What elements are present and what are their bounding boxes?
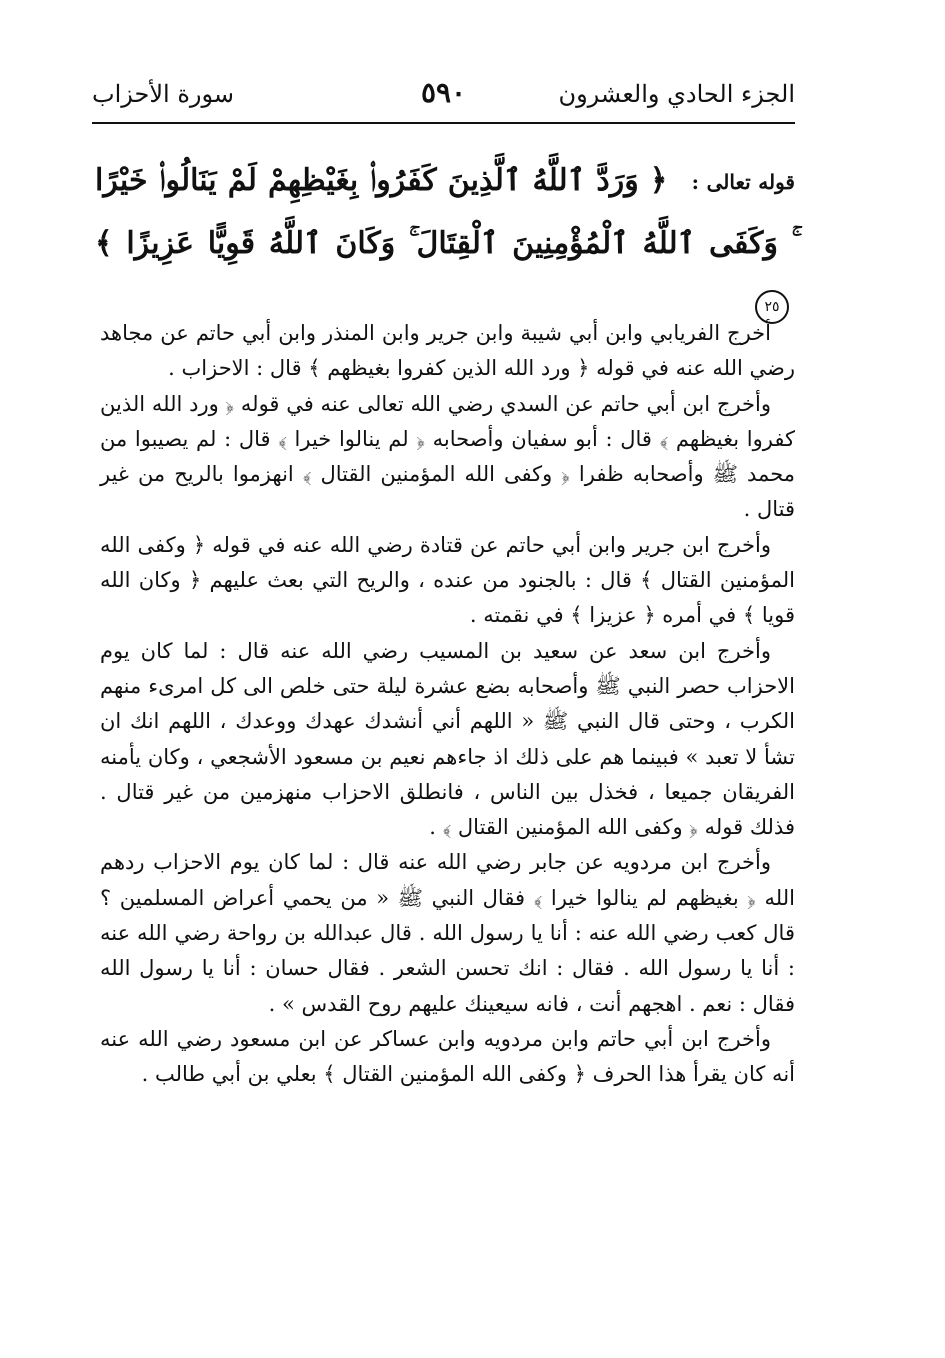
verse-number: ٢٥ [755,290,789,324]
part-title: الجزء الحادي والعشرون [558,80,795,108]
paragraph: وأخرج ابن جرير وابن أبي حاتم عن قتادة رضي الله عنه في قوله ﴿ وكفى الله المؤمنين القتال ﴾ قال : بالجنود من عنده ، والريح التي بعث عليهم ﴿ وكان الله قويا ﴾ في أمره ﴿ عزيزا ﴾ في نقمته . [100,532,795,628]
verse-text: ﴿ وَرَدَّ ٱللَّهُ ٱلَّذِينَ كَفَرُوا۟ بِغَيْظِهِمْ لَمْ يَنَالُوا۟ خَيْرًا ۚ وَكَفَى ٱللَّهُ ٱلْمُؤْمِنِينَ ٱلْقِتَالَ ۚ وَكَانَ ٱللَّهُ قَوِيًّا عَزِيزًا ﴾ [95,163,792,261]
paragraph: وأخرج ابن أبي حاتم وابن مردويه وابن عساكر عن ابن مسعود رضي الله عنه أنه كان يقرأ هذا الحرف ﴿ وكفى الله المؤمنين القتال ﴾ بعلي بن أبي طالب . [100,1026,795,1087]
paragraph: وأخرج ابن أبي حاتم عن السدي رضي الله تعالى عنه في قوله ﴿ ورد الله الذين كفروا بغيظهم ﴾ قال : أبو سفيان وأصحابه ﴿ لم ينالوا خيرا ﴾ قال : لم يصيبوا من محمد ﷺ وأصحابه ظفرا ﴿ وكفى الله المؤمنين القتال ﴾ انهزموا بالريح من غير قتال . [100,391,795,522]
commentary-body [100,316,795,1093]
page-header [92,72,795,124]
verse-intro: قوله تعالى : [691,170,795,194]
page-number: ٥٩٠ [420,76,467,109]
quran-verse [95,150,795,337]
paragraph: وأخرج ابن مردويه عن جابر رضي الله عنه قال : لما كان يوم الاحزاب ردهم الله ﴿ بغيظهم لم ينالوا خيرا ﴾ فقال النبي ﷺ « من يحمي أعراض المسلمين ؟ قال كعب رضي الله عنه : أنا يا رسول الله . قال عبدالله بن رواحة رضي الله عنه : أنا يا رسول الله . فقال : انك تحسن الشعر . فقال حسان : أنا يا رسول الله فقال : نعم . اهجهم أنت ، فانه سيعينك عليهم روح القدس » . [100,850,795,1016]
paragraph: أخرج الفريابي وابن أبي شيبة وابن جرير وابن المنذر وابن أبي حاتم عن مجاهد رضي الله عنه في قوله ﴿ ورد الله الذين كفروا بغيظهم ﴾ قال : الاحزاب . [100,321,795,381]
paragraph: وأخرج ابن سعد عن سعيد بن المسيب رضي الله عنه قال : لما كان يوم الاحزاب حصر النبي ﷺ وأصحابه بضع عشرة ليلة حتى خلص الى كل امرىء منهم الكرب ، وحتى قال النبي ﷺ « اللهم أني أنشدك عهدك ووعدك ، اللهم انك ان تشأ لا تعبد » فبينما هم على ذلك اذ جاءهم نعيم بن مسعود الأشجعي ، وكان يأمنه الفريقان جميعا ، فخذل بين الناس ، فانطلق الاحزاب منهزمين من غير قتال . فذلك قوله ﴿ وكفى الله المؤمنين القتال ﴾ . [100,638,795,840]
surah-title: سورة الأحزاب [92,80,234,108]
